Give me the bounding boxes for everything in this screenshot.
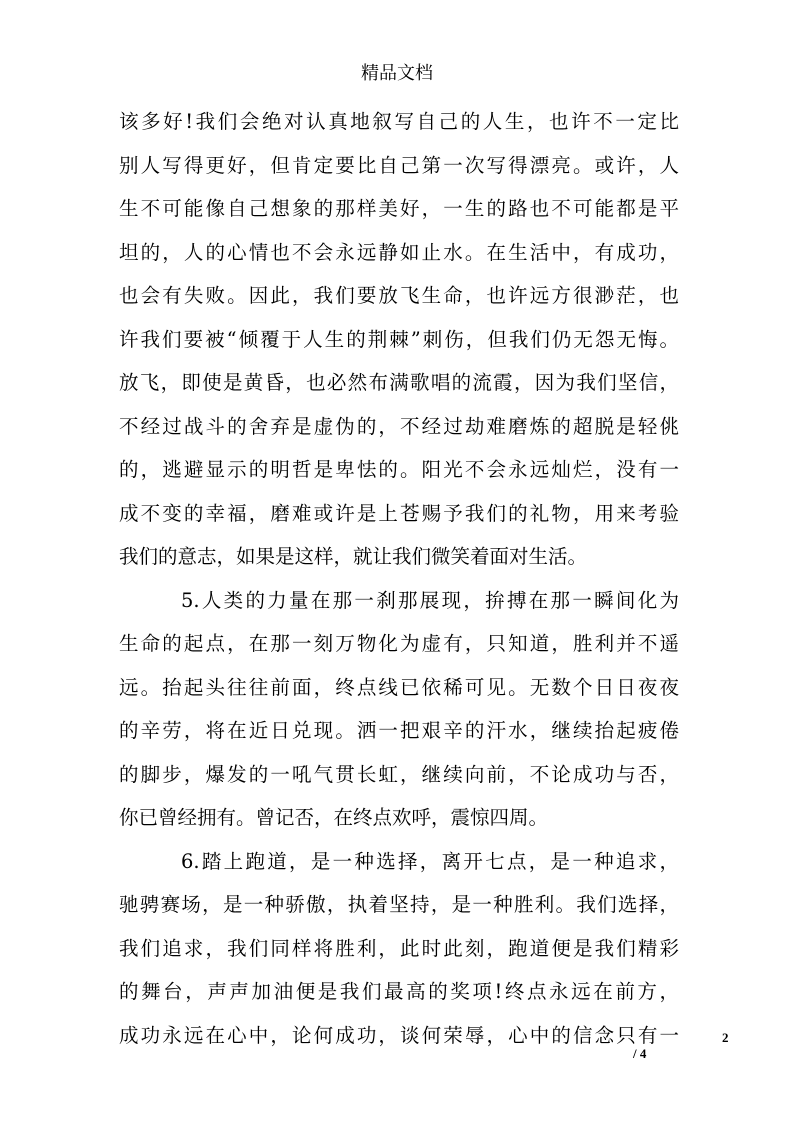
text-line: 远。抬起头往往前面，终点线已依稀可见。无数个日日夜夜 <box>119 675 679 699</box>
paragraph-first-line: 5.人类的力量在那一刹那展现，拚搏在那一瞬间化为 <box>181 588 679 612</box>
text-line: 的辛劳，将在近日兑现。洒一把艰辛的汗水，继续抬起疲倦 <box>119 719 679 742</box>
text-line: 该多好!我们会绝对认真地叙写自己的人生，也许不一定比 <box>119 110 679 133</box>
text-line: 我们追求，我们同样将胜利，此时此刻，跑道便是我们精彩 <box>119 936 679 960</box>
text-line: 我们的意志，如果是这样，就让我们微笑着面对生活。 <box>119 545 588 568</box>
text-line: 生命的起点，在那一刻万物化为虚有，只知道，胜利并不遥 <box>119 632 679 655</box>
text-line: 的脚步，爆发的一吼气贯长虹，继续向前，不论成功与否， <box>119 762 679 786</box>
page-total: / 4 <box>633 1046 647 1061</box>
text-line: 成不变的幸福，磨难或许是上苍赐予我们的礼物，用来考验 <box>119 501 679 525</box>
text-line: 生不可能像自己想象的那样美好，一生的路也不可能都是平 <box>119 197 679 220</box>
text-line: 也会有失败。因此，我们要放飞生命，也许远方很渺茫，也 <box>119 284 679 307</box>
paragraph-first-line: 6.踏上跑道，是一种选择，离开七点，是一种追求， <box>181 849 679 873</box>
document-body <box>119 100 679 1057</box>
text-line: 放飞，即使是黄昏，也必然布满歌唱的流霞，因为我们坚信， <box>119 371 679 394</box>
text-line: 的，逃避显示的明哲是卑怯的。阳光不会永远灿烂，没有一 <box>119 458 679 481</box>
text-line: 你已曾经拥有。曾记否，在终点欢呼，震惊四周。 <box>119 806 549 829</box>
text-line: 许我们要被“倾覆于人生的荆棘”刺伤，但我们仍无怨无悔。 <box>119 327 679 351</box>
page-header-title: 精品文档 <box>361 63 433 84</box>
text-line: 驰骋赛场，是一种骄傲，执着坚持，是一种胜利。我们选择， <box>119 893 679 916</box>
page-number: 2 <box>722 1030 729 1045</box>
text-line: 别人写得更好，但肯定要比自己第一次写得漂亮。或许，人 <box>119 153 679 177</box>
text-line: 坦的，人的心情也不会永远静如止水。在生活中，有成功， <box>119 240 679 264</box>
text-line: 成功永远在心中，论何成功，谈何荣辱，心中的信念只有一 <box>119 1023 679 1047</box>
text-line: 的舞台，声声加油便是我们最高的奖项!终点永远在前方， <box>119 980 679 1003</box>
text-line: 不经过战斗的舍弃是虚伪的，不经过劫难磨炼的超脱是轻佻 <box>119 414 679 438</box>
